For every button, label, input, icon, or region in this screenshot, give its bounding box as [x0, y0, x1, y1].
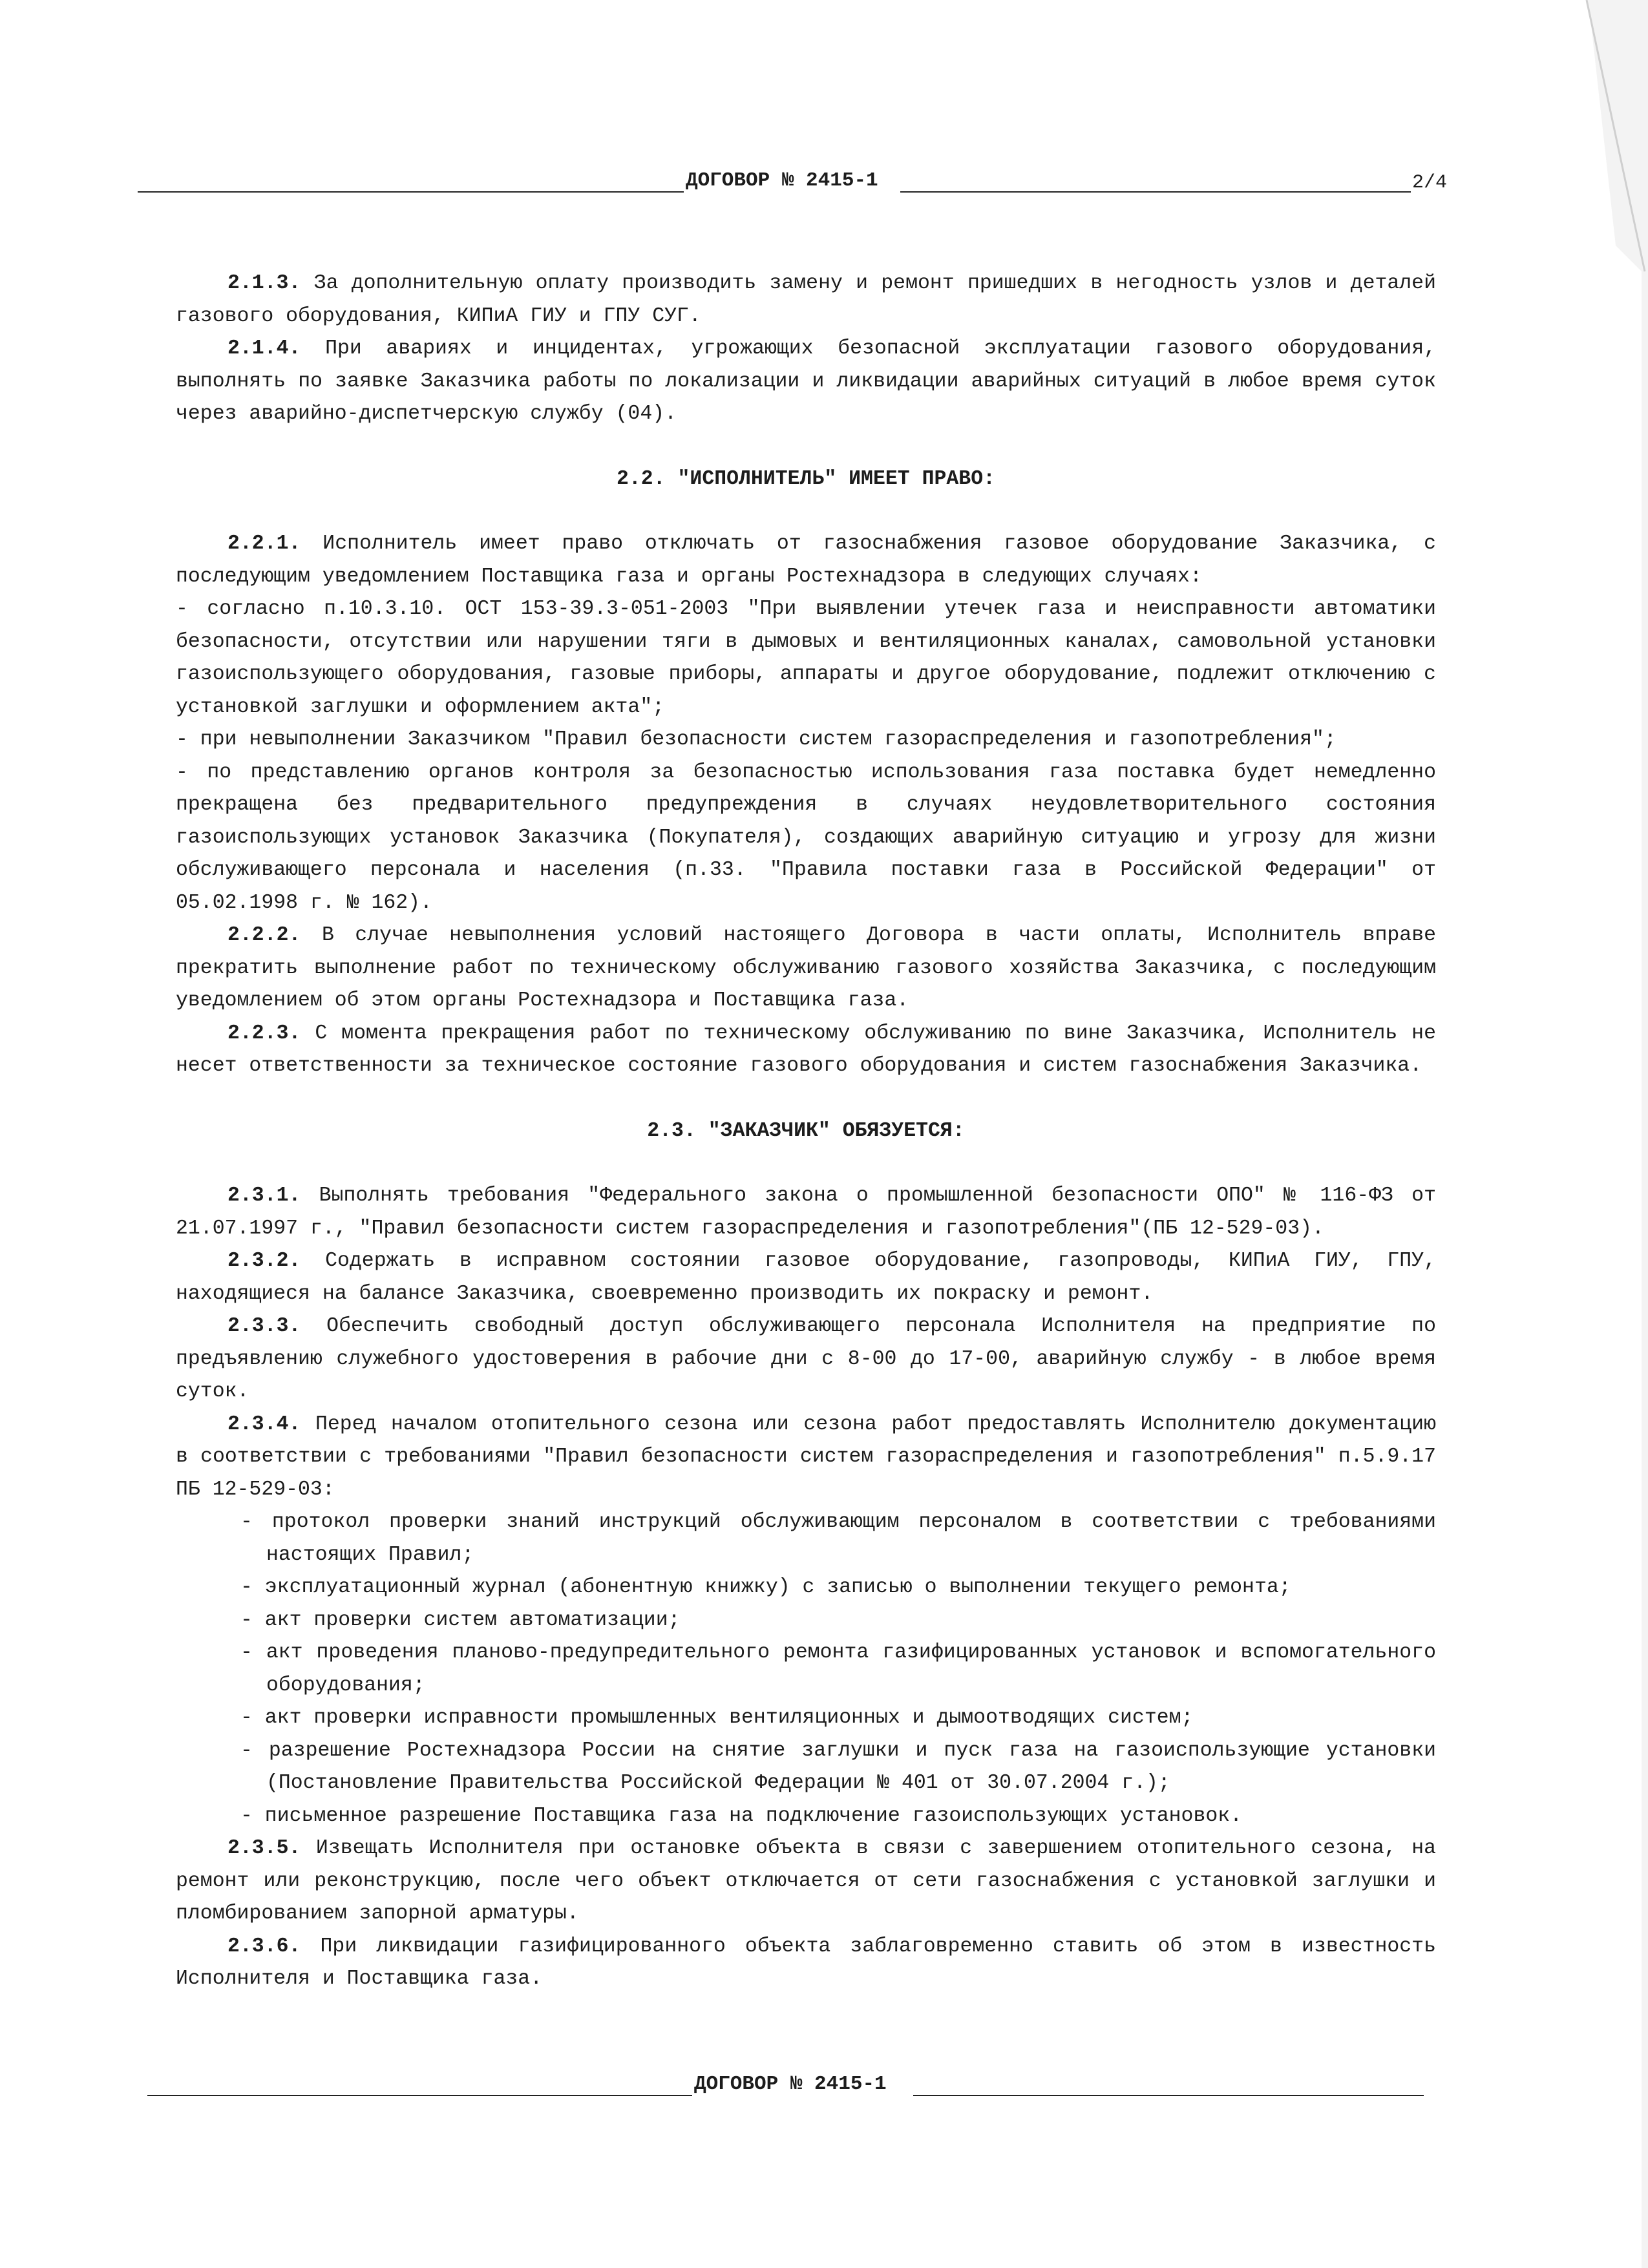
clause-number: 2.3.2.: [227, 1250, 301, 1272]
clause-text: При ликвидации газифицированного объекта заблаговременно ставить об этом в известность Исполнителя и Поставщика газа.: [176, 1935, 1436, 1990]
clause-number: 2.3.4.: [227, 1412, 301, 1436]
header-rule-left: [138, 191, 684, 193]
clause-number: 2.2.3.: [227, 1022, 301, 1045]
document-list-item: - эксплуатационный журнал (абонентную книжку) с записью о выполнении текущего ремонта;: [240, 1576, 1291, 1599]
clause-2-2-1-case: - при невыполнении Заказчиком "Правил безопасности систем газораспределения и газопотребления";: [176, 728, 1336, 751]
clause-text: Обеспечить свободный доступ обслуживающего персонала Исполнителя на предприятие по предъявлению служебного удостоверения в рабочие дни с 8-00 до 17-00, аварийную службу - в любое время суток.: [176, 1315, 1436, 1403]
clause-2-3-5: [176, 1832, 1436, 1931]
clause-2-3-4: [176, 1409, 1436, 1507]
clause-number: 2.1.3.: [227, 272, 301, 295]
clause-text: Перед началом отопительного сезона или сезона работ предоставлять Исполнителю документацию в соответствии с требованиями "Правил безопасности систем газораспределения и газопотребления" п.5.9.17 ПБ 12-529-03:: [176, 1412, 1436, 1501]
clause-2-2-1-case: - по представлению органов контроля за безопасностью использования газа поставка будет немедленно прекращена без предварительного предупреждения в случаях неудовлетворительного состояния газоиспользующих установок Заказчика (Покупателя), создающих аварийную ситуацию и угрозу для жизни обслуживающего персонала и населения (п.33. "Правила поставки газа в Российской Федерации" от 05.02.1998 г. № 162).: [176, 761, 1436, 914]
clause-2-3-1: [176, 1180, 1436, 1245]
clause-2-2-1-case: - согласно п.10.3.10. ОСТ 153-39.3-051-2003 "При выявлении утечек газа и неисправности автоматики безопасности, отсутствии или нарушении тяги в дымовых и вентиляционных каналах, самовольной установки газоиспользующего оборудования, газовые приборы, аппараты и другое оборудование, подлежит отключению с установкой заглушки и оформлением акта";: [176, 598, 1436, 719]
clause-text: Извещать Исполнителя при остановке объекта в связи с завершением отопительного сезона, на ремонт или реконструкцию, после чего объект отключается от сети газоснабжения с установкой заглушки и пломбированием запорной арматуры.: [176, 1837, 1436, 1925]
clause-text: Исполнитель имеет право отключать от газоснабжения газовое оборудование Заказчика, с последующим уведомлением Поставщика газа и органы Ростехнадзора в следующих случаях:: [176, 532, 1436, 588]
document-list-item: - акт проведения планово-предупредительного ремонта газифицированных установок и вспомогательного оборудования;: [240, 1641, 1436, 1697]
document-list-item: - разрешение Ростехнадзора России на снятие заглушки и пуск газа на газоиспользующие установки (Постановление Правительства Российской Федерации № 401 от 30.07.2004 г.);: [240, 1739, 1436, 1794]
document-list-item: - акт проверки исправности промышленных вентиляционных и дымоотводящих систем;: [240, 1706, 1194, 1729]
clause-2-3-6: [176, 1931, 1436, 1996]
clause-number: 2.2.2.: [227, 924, 301, 947]
header-title: ДОГОВОР № 2415-1: [686, 169, 878, 192]
footer-rule-left: [147, 2095, 692, 2096]
header-rule-right: [900, 191, 1411, 193]
clause-text: В случае невыполнения условий настоящего Договора в части оплаты, Исполнитель вправе прекратить выполнение работ по техническому обслуживанию газового хозяйства Заказчика, с последующим уведомлением об этом органы Ростехнадзора и Поставщика газа.: [176, 924, 1436, 1012]
clause-text: Выполнять требования "Федерального закона о промышленной безопасности ОПО" № 116-ФЗ от 21.07.1997 г., "Правил безопасности систем газораспределения и газопотребления"(ПБ 12-529-03).: [176, 1184, 1436, 1240]
clause-text: Содержать в исправном состоянии газовое оборудование, газопроводы, КИПиА ГИУ, ГПУ, находящиеся на балансе Заказчика, своевременно производить их покраску и ремонт.: [176, 1250, 1436, 1305]
clause-number: 2.3.3.: [227, 1315, 301, 1338]
clause-number: 2.3.1.: [227, 1184, 301, 1207]
document-list-item: - протокол проверки знаний инструкций обслуживающим персоналом в соответствии с требованиями настоящих Правил;: [240, 1511, 1436, 1566]
clause-2-3-2: [176, 1245, 1436, 1310]
clause-number: 2.1.4.: [227, 337, 301, 360]
clause-number: 2.2.1.: [227, 532, 301, 555]
document-list-item: - письменное разрешение Поставщика газа на подключение газоиспользующих установок.: [240, 1804, 1243, 1827]
clause-number: 2.3.6.: [227, 1935, 301, 1958]
clause-2-1-3: [176, 268, 1436, 333]
clause-text: При авариях и инцидентах, угрожающих безопасной эксплуатации газового оборудования, выполнять по заявке Заказчика работы по локализации и ликвидации аварийных ситуаций в любое время суток через аварийно-диспетчерскую службу (04).: [176, 337, 1436, 425]
footer-rule-right: [913, 2095, 1424, 2096]
section-heading-2-2: 2.2. "ИСПОЛНИТЕЛЬ" ИМЕЕТ ПРАВО:: [617, 467, 995, 490]
footer-title: ДОГОВОР № 2415-1: [694, 2073, 887, 2095]
clause-number: 2.3.5.: [227, 1837, 301, 1860]
document-body: [176, 268, 1436, 1996]
clause-2-2-2: [176, 919, 1436, 1018]
clause-2-1-4: [176, 333, 1436, 431]
clause-2-3-3: [176, 1310, 1436, 1409]
clause-2-2-1: [176, 528, 1436, 593]
clause-text: С момента прекращения работ по техническому обслуживанию по вине Заказчика, Исполнитель не несет ответственности за техническое состояние газового оборудования и систем газоснабжения Заказчика.: [176, 1022, 1436, 1077]
page-footer: [147, 2073, 1424, 2099]
clause-text: За дополнительную оплату производить замену и ремонт пришедших в негодность узлов и деталей газового оборудования, КИПиА ГИУ и ГПУ СУГ.: [176, 272, 1436, 328]
document-list-item: - акт проверки систем автоматизации;: [240, 1608, 681, 1632]
page-number: 2/4: [1412, 172, 1448, 194]
page-header: [138, 169, 1448, 195]
section-heading-2-3: 2.3. "ЗАКАЗЧИК" ОБЯЗУЕТСЯ:: [647, 1119, 965, 1142]
clause-2-2-3: [176, 1018, 1436, 1083]
